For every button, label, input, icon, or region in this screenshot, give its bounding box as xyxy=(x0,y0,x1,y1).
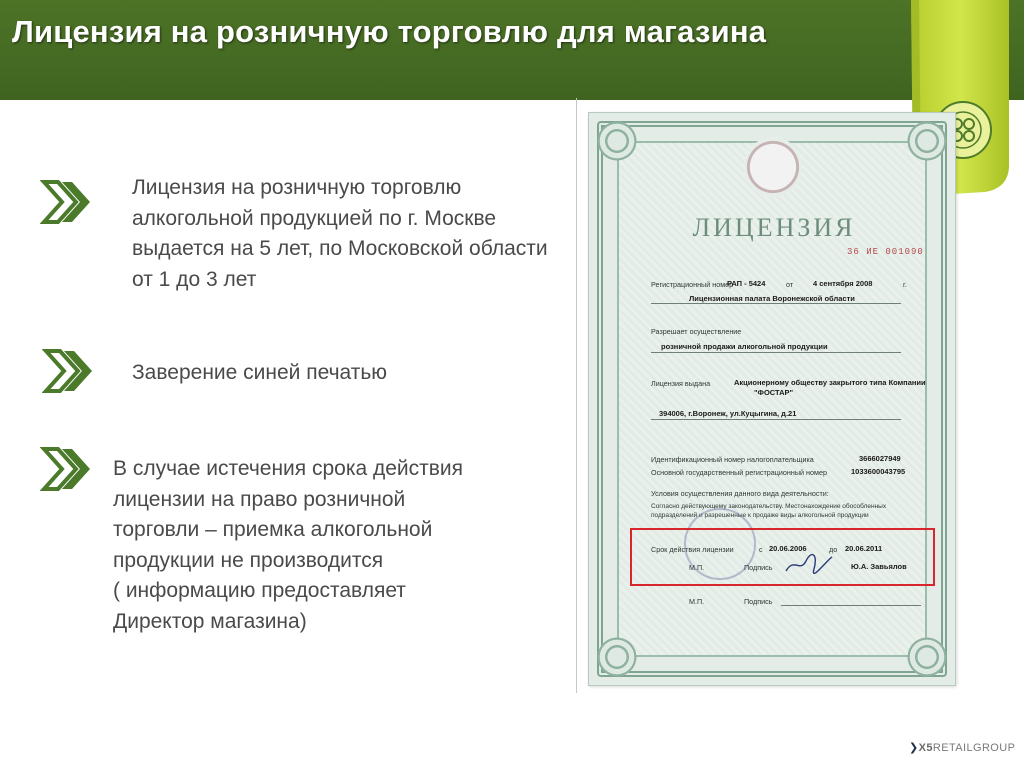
inn-label: Идентификационный номер налогоплательщика xyxy=(651,455,814,464)
conditions-text: Согласно действующему законодательству. Местонахождение обособленных xyxy=(651,503,887,510)
page-title: Лицензия на розничную торговлю для магазина xyxy=(12,14,767,49)
chevron-double-right-icon xyxy=(40,178,92,226)
vertical-divider xyxy=(576,98,577,693)
signature-label-2: Подпись xyxy=(744,597,773,606)
bullet-line: Директор магазина) xyxy=(113,609,307,633)
bullet-line: лицензии на право розничной xyxy=(113,487,406,511)
holder-address: 394006, г.Воронеж, ул.Куцыгина, д.21 xyxy=(659,409,797,418)
chevron-double-right-icon xyxy=(40,445,92,493)
underline xyxy=(651,352,901,353)
from-label: от xyxy=(786,280,794,289)
license-document-image xyxy=(588,112,956,686)
reg-date: 4 сентября 2008 xyxy=(813,279,873,288)
ornament-corner xyxy=(595,635,639,679)
x5-chevron-icon: ❯ xyxy=(909,742,919,754)
bullet-text-expiry xyxy=(113,454,553,637)
ogrn-value: 1033600043795 xyxy=(851,467,906,476)
mp-label-2: М.П. xyxy=(689,597,705,606)
bullet-text-license-term: Лицензия на розничную торговлю алкогольной продукцией по г. Москве выдается на 5 лет, по Московской области от 1 до 3 лет xyxy=(132,176,548,291)
logo-rest: RETAILGROUP xyxy=(932,742,1016,754)
bullet-line: торговли – приемка алкогольной xyxy=(113,518,433,541)
chevron-double-right-icon xyxy=(42,347,94,395)
activity: розничной продажи алкогольной продукции xyxy=(661,342,828,351)
license-serial: 36 ИЕ 001090 xyxy=(847,247,924,257)
inn-value: 3666027949 xyxy=(859,454,901,463)
issuer: Лицензионная палата Воронежской области xyxy=(689,294,855,303)
valid-to: 20.06.2011 xyxy=(845,544,883,553)
title-bar xyxy=(0,0,1024,100)
reg-number-label: Регистрационный номер xyxy=(651,280,734,289)
ogrn-label: Основной государственный регистрационный номер xyxy=(651,468,827,477)
conditions-label: Условия осуществления данного вида деятельности: xyxy=(651,489,829,498)
underline xyxy=(781,605,921,606)
ornament-corner xyxy=(905,119,949,163)
valid-to-prefix: до xyxy=(829,545,838,554)
bullet-line: В случае истечения срока действия xyxy=(113,457,464,480)
license-heading: ЛИЦЕНЗИЯ xyxy=(692,213,856,242)
x5-retail-group-logo xyxy=(909,741,1015,754)
ornament-corner xyxy=(595,119,639,163)
bullet-line: ( информацию предоставляет xyxy=(113,579,406,602)
bullet-text-blue-stamp: Заверение синей печатью xyxy=(132,361,388,384)
validity-label: Срок действия лицензии xyxy=(651,545,734,554)
issued-to-label: Лицензия выдана xyxy=(651,379,711,388)
reg-number: РАП - 5424 xyxy=(727,279,766,288)
validity-highlight-box xyxy=(630,528,935,586)
signatory-name: Ю.А. Завьялов xyxy=(851,562,907,571)
year-suffix: г. xyxy=(903,280,907,289)
holder-name: Акционерному обществу закрытого типа Компании xyxy=(734,378,926,387)
holder-name-2: "ФОСТАР" xyxy=(754,388,794,397)
ornament-corner xyxy=(905,635,949,679)
valid-from-prefix: с xyxy=(759,545,763,554)
underline xyxy=(651,419,901,420)
underline xyxy=(651,303,901,304)
mp-label: М.П. xyxy=(689,563,705,572)
coat-of-arms-icon xyxy=(744,137,802,197)
valid-from: 20.06.2006 xyxy=(769,544,807,553)
permits-label: Разрешает осуществление xyxy=(651,327,742,336)
bullet-line: продукции не производится xyxy=(113,548,384,572)
logo-bold: X5 xyxy=(918,742,933,754)
signature-label: Подпись xyxy=(744,563,773,572)
conditions-text: подразделений и разрешенные к продаже виды алкогольной продукции xyxy=(651,512,869,519)
